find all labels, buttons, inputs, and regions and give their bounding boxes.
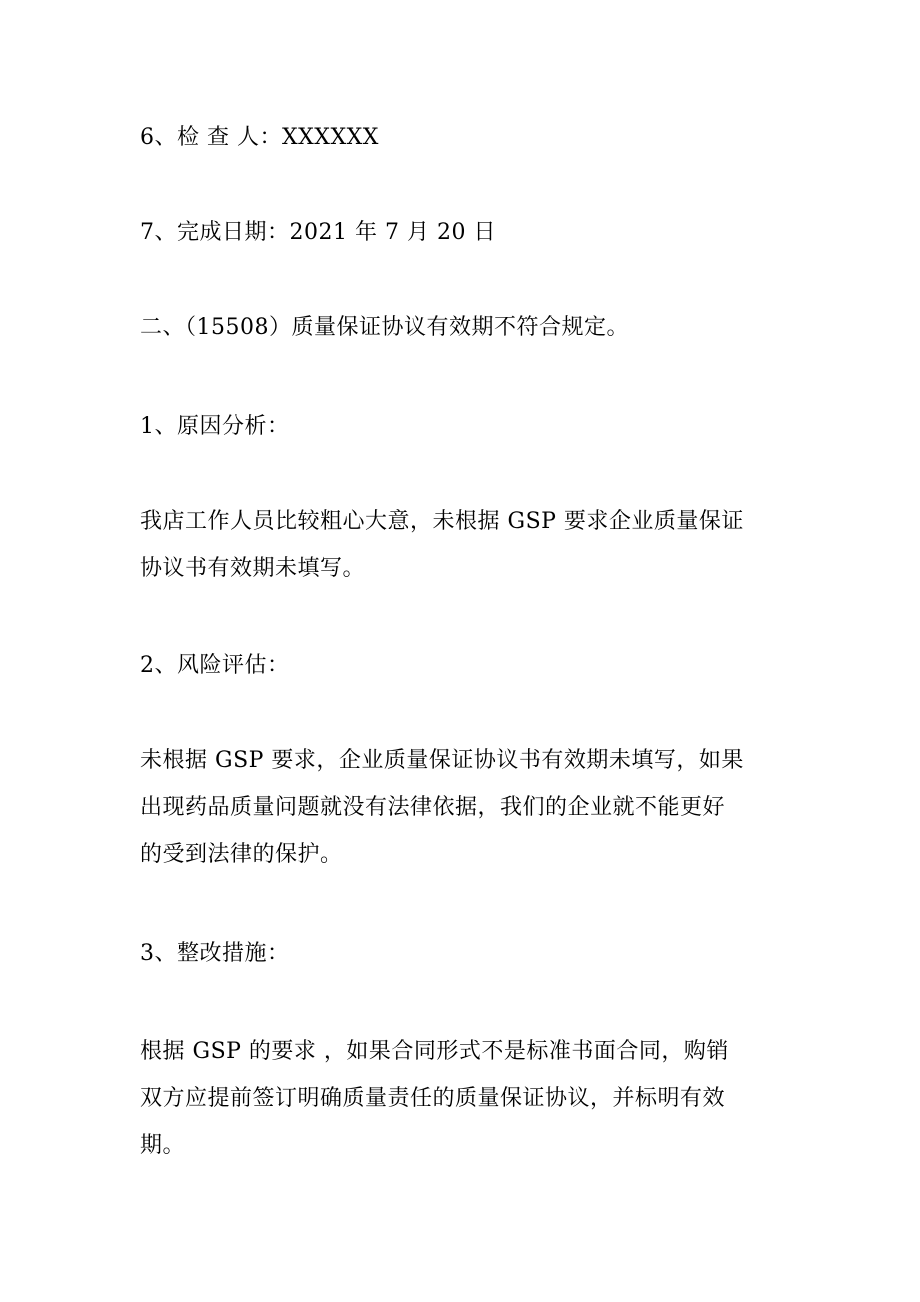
corrective-measures-paragraph	[140, 1036, 790, 1177]
risk-line-3: 的受到法律的保护。	[140, 842, 343, 867]
corrective-measures-heading: 3、整改措施：	[140, 941, 290, 966]
cause-analysis-heading: 1、原因分析：	[140, 414, 290, 439]
risk-assessment-paragraph	[140, 745, 790, 886]
section-two-heading: 二、（15508）质量保证协议有效期不符合规定。	[140, 315, 629, 340]
risk-assessment-heading: 2、风险评估：	[140, 653, 290, 678]
measure-line-1: 根据 GSP 的要求 ，如果合同形式不是标准书面合同，购销	[140, 1039, 729, 1064]
risk-line-1: 未根据 GSP 要求，企业质量保证协议书有效期未填写，如果	[140, 748, 744, 773]
measure-line-3: 期。	[140, 1133, 186, 1158]
cause-line-1: 我店工作人员比较粗心大意，未根据 GSP 要求企业质量保证	[140, 509, 744, 534]
measure-line-2: 双方应提前签订明确质量责任的质量保证协议，并标明有效	[140, 1086, 726, 1111]
cause-line-2: 协议书有效期未填写。	[140, 556, 366, 581]
cause-analysis-paragraph	[140, 506, 790, 600]
risk-line-2: 出现药品质量问题就没有法律依据，我们的企业就不能更好	[140, 795, 726, 820]
completion-date-line: 7、完成日期：2021 年 7 月 20 日	[140, 220, 496, 245]
inspector-line: 6、检 查 人：XXXXXX	[140, 125, 379, 150]
